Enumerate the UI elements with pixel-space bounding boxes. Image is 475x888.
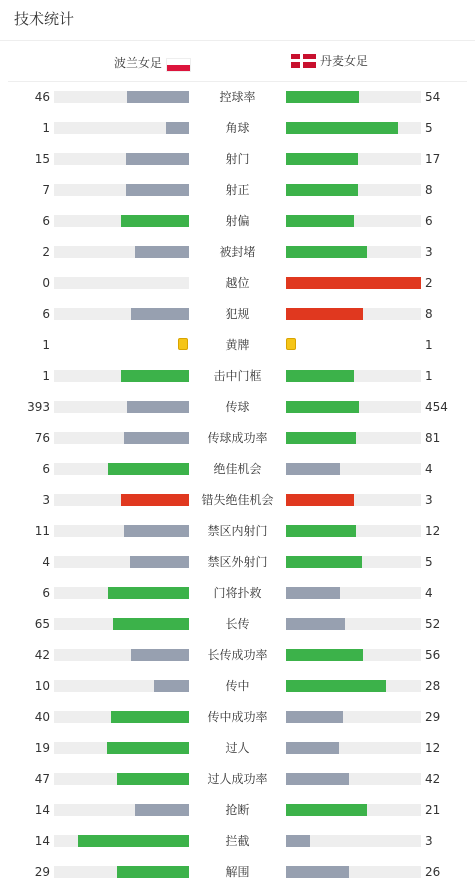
away-stat-bar-track (286, 308, 421, 320)
away-stat-bar (286, 773, 349, 785)
away-stat-bar-track (286, 153, 421, 165)
away-stat-bar (286, 370, 354, 382)
stat-label: 黄牌 (225, 338, 250, 352)
stat-label: 击中门框 (213, 369, 262, 383)
home-stat-bar (121, 215, 189, 227)
home-stat-bar-track (54, 463, 189, 475)
home-stat-bar (121, 494, 189, 506)
stat-row (0, 335, 475, 355)
stat-row (0, 211, 475, 231)
stat-label: 抢断 (225, 803, 250, 817)
home-stat-bar (117, 866, 189, 878)
home-stat-bar-track (54, 866, 189, 878)
home-stat-value: 19 (34, 741, 50, 755)
home-stat-bar (135, 804, 189, 816)
home-stat-value: 2 (42, 245, 50, 259)
stat-label: 禁区外射门 (207, 555, 268, 569)
home-stat-value: 46 (34, 90, 50, 104)
home-stat-bar-track (54, 804, 189, 816)
poland-flag-icon (166, 58, 191, 72)
away-stat-bar (286, 556, 362, 568)
stat-row (0, 583, 475, 603)
home-stat-bar (126, 184, 189, 196)
away-stat-bar-track (286, 773, 421, 785)
home-stat-value: 0 (42, 276, 50, 290)
stat-row (0, 707, 475, 727)
away-stat-value: 1 (425, 338, 433, 352)
away-stat-bar (286, 711, 343, 723)
away-stat-value: 29 (425, 710, 441, 724)
home-stat-bar (131, 308, 189, 320)
away-stat-bar-track (286, 618, 421, 630)
away-stat-value: 454 (425, 400, 448, 414)
home-stat-bar-track (54, 680, 189, 692)
home-stat-value: 14 (34, 803, 50, 817)
away-stat-bar (286, 277, 421, 289)
home-stat-bar-track (54, 215, 189, 227)
stat-row (0, 118, 475, 138)
stat-label: 传中成功率 (207, 710, 268, 724)
stat-label: 门将扑救 (213, 586, 262, 600)
stat-row (0, 738, 475, 758)
home-stat-bar-track (54, 711, 189, 723)
home-stat-value: 6 (42, 586, 50, 600)
away-stat-bar-track (286, 184, 421, 196)
home-stat-value: 10 (34, 679, 50, 693)
home-stat-bar-track (54, 494, 189, 506)
away-stat-value: 3 (425, 245, 433, 259)
away-stat-value: 12 (425, 524, 441, 538)
away-stat-bar (286, 463, 340, 475)
away-stat-value: 8 (425, 307, 433, 321)
away-stat-value: 56 (425, 648, 441, 662)
stat-row (0, 397, 475, 417)
away-stat-bar (286, 153, 358, 165)
home-stat-bar-track (54, 525, 189, 537)
stat-row (0, 366, 475, 386)
away-team-name: 丹麦女足 (320, 54, 369, 68)
stat-label: 被封堵 (219, 245, 256, 259)
home-stat-bar-track (54, 835, 189, 847)
home-stat-bar (124, 525, 189, 537)
away-stat-bar (286, 122, 398, 134)
away-stat-bar (286, 680, 386, 692)
home-stat-bar-track (54, 277, 189, 289)
away-team-header (291, 52, 368, 69)
home-stat-bar-track (54, 401, 189, 413)
stat-label: 角球 (225, 121, 250, 135)
home-stat-bar-track (54, 91, 189, 103)
away-stat-bar (286, 835, 310, 847)
stat-row (0, 831, 475, 851)
home-stat-value: 1 (42, 369, 50, 383)
away-stat-bar (286, 401, 359, 413)
home-stat-value: 11 (34, 524, 50, 538)
away-stat-bar-track (286, 246, 421, 258)
stat-label: 传球成功率 (207, 431, 268, 445)
home-stat-value: 14 (34, 834, 50, 848)
stat-label: 犯规 (225, 307, 250, 321)
home-stat-bar (126, 153, 189, 165)
stat-label: 射偏 (225, 214, 250, 228)
away-stat-value: 3 (425, 493, 433, 507)
home-stat-bar (131, 649, 189, 661)
stat-row (0, 428, 475, 448)
away-stat-bar (286, 215, 354, 227)
away-stat-bar (286, 587, 340, 599)
home-stat-bar-track (54, 556, 189, 568)
away-stat-value: 42 (425, 772, 441, 786)
away-stat-bar-track (286, 649, 421, 661)
home-stat-bar-track (54, 432, 189, 444)
home-stat-bar (111, 711, 189, 723)
home-stat-bar (108, 463, 189, 475)
home-stat-value: 6 (42, 214, 50, 228)
home-stat-bar (107, 742, 189, 754)
stat-row (0, 676, 475, 696)
stat-label: 越位 (225, 276, 250, 290)
away-stat-value: 26 (425, 865, 441, 879)
away-stat-value: 3 (425, 834, 433, 848)
stat-row (0, 800, 475, 820)
home-stat-bar-track (54, 618, 189, 630)
title-divider (0, 40, 475, 41)
away-stat-value: 1 (425, 369, 433, 383)
home-stat-bar (124, 432, 189, 444)
stat-row (0, 552, 475, 572)
home-stat-bar (121, 370, 189, 382)
home-stat-bar (166, 122, 189, 134)
away-stat-bar-track (286, 835, 421, 847)
away-stat-value: 5 (425, 121, 433, 135)
away-stat-bar-track (286, 711, 421, 723)
away-stat-bar-track (286, 91, 421, 103)
home-stat-bar (127, 401, 189, 413)
away-stat-value: 5 (425, 555, 433, 569)
away-stat-bar (286, 525, 356, 537)
stat-label: 传球 (225, 400, 250, 414)
away-stat-value: 28 (425, 679, 441, 693)
away-stat-bar (286, 804, 367, 816)
stat-row (0, 614, 475, 634)
home-stat-bar-track (54, 742, 189, 754)
home-stat-bar (117, 773, 189, 785)
home-stat-value: 15 (34, 152, 50, 166)
stat-label: 错失绝佳机会 (201, 493, 274, 507)
home-stat-bar-track (54, 308, 189, 320)
stat-row (0, 521, 475, 541)
home-stat-bar (108, 587, 189, 599)
away-stat-bar (286, 246, 367, 258)
yellow-card-icon (286, 338, 296, 350)
away-stat-bar-track (286, 804, 421, 816)
stat-row (0, 273, 475, 293)
away-stat-value: 4 (425, 586, 433, 600)
away-stat-bar-track (286, 587, 421, 599)
home-stat-bar-track (54, 773, 189, 785)
home-stat-value: 76 (34, 431, 50, 445)
header-divider (8, 81, 467, 82)
home-stat-bar-track (54, 153, 189, 165)
away-stat-bar (286, 308, 363, 320)
away-stat-bar-track (286, 556, 421, 568)
home-stat-bar-track (54, 184, 189, 196)
stat-label: 传中 (225, 679, 250, 693)
away-stat-bar-track (286, 494, 421, 506)
home-stat-bar (113, 618, 189, 630)
stat-row (0, 490, 475, 510)
away-stat-value: 2 (425, 276, 433, 290)
stat-row (0, 180, 475, 200)
home-stat-value: 7 (42, 183, 50, 197)
away-stat-bar-track (286, 432, 421, 444)
stat-label: 控球率 (219, 90, 256, 104)
stat-label: 禁区内射门 (207, 524, 268, 538)
away-stat-bar-track (286, 122, 421, 134)
stat-label: 过人 (225, 741, 250, 755)
away-stat-bar-track (286, 525, 421, 537)
home-stat-bar-track (54, 122, 189, 134)
home-team-header (114, 52, 191, 72)
away-stat-bar-track (286, 215, 421, 227)
away-stat-bar (286, 618, 345, 630)
stat-label: 射门 (225, 152, 250, 166)
away-stat-bar-track (286, 401, 421, 413)
stat-label: 拦截 (225, 834, 250, 848)
home-stat-value: 6 (42, 462, 50, 476)
stat-row (0, 862, 475, 882)
stat-label: 长传 (225, 617, 250, 631)
home-stat-bar (127, 91, 189, 103)
home-team-name: 波兰女足 (114, 55, 163, 70)
stat-label: 绝佳机会 (213, 462, 262, 476)
away-stat-bar (286, 432, 356, 444)
yellow-card-icon (178, 338, 188, 350)
stat-label: 长传成功率 (207, 648, 268, 662)
away-stat-value: 12 (425, 741, 441, 755)
away-stat-bar-track (286, 866, 421, 878)
home-stat-value: 393 (27, 400, 50, 414)
home-stat-bar-track (54, 370, 189, 382)
home-stat-bar (130, 556, 189, 568)
stat-label: 过人成功率 (207, 772, 268, 786)
away-stat-bar-track (286, 680, 421, 692)
away-stat-value: 21 (425, 803, 441, 817)
stat-row (0, 304, 475, 324)
home-stat-value: 29 (34, 865, 50, 879)
stat-row (0, 645, 475, 665)
stat-row (0, 769, 475, 789)
home-stat-value: 65 (34, 617, 50, 631)
home-stat-value: 1 (42, 338, 50, 352)
home-stat-value: 6 (42, 307, 50, 321)
stat-row (0, 87, 475, 107)
home-stat-value: 4 (42, 555, 50, 569)
home-stat-bar-track (54, 246, 189, 258)
home-stat-bar (154, 680, 189, 692)
away-stat-value: 6 (425, 214, 433, 228)
home-stat-value: 42 (34, 648, 50, 662)
home-stat-value: 1 (42, 121, 50, 135)
home-stat-value: 47 (34, 772, 50, 786)
stat-row (0, 149, 475, 169)
away-stat-bar-track (286, 277, 421, 289)
away-stat-bar-track (286, 370, 421, 382)
home-stat-bar-track (54, 587, 189, 599)
away-stat-value: 52 (425, 617, 441, 631)
away-stat-value: 8 (425, 183, 433, 197)
away-stat-bar-track (286, 742, 421, 754)
page-title: 技术统计 (14, 10, 75, 28)
away-stat-bar (286, 742, 339, 754)
stat-label: 射正 (225, 183, 250, 197)
away-stat-bar (286, 91, 359, 103)
home-stat-bar (78, 835, 189, 847)
stat-row (0, 459, 475, 479)
away-stat-bar (286, 184, 358, 196)
home-stat-value: 40 (34, 710, 50, 724)
away-stat-value: 54 (425, 90, 441, 104)
home-stat-bar (135, 246, 189, 258)
away-stat-bar (286, 494, 354, 506)
away-stat-value: 4 (425, 462, 433, 476)
home-stat-value: 3 (42, 493, 50, 507)
away-stat-value: 81 (425, 431, 441, 445)
home-stat-bar-track (54, 649, 189, 661)
stat-label: 解围 (225, 865, 250, 879)
away-stat-bar (286, 649, 363, 661)
stat-row (0, 242, 475, 262)
away-stat-value: 17 (425, 152, 441, 166)
away-stat-bar-track (286, 463, 421, 475)
away-stat-bar (286, 866, 349, 878)
denmark-flag-icon (291, 54, 316, 68)
